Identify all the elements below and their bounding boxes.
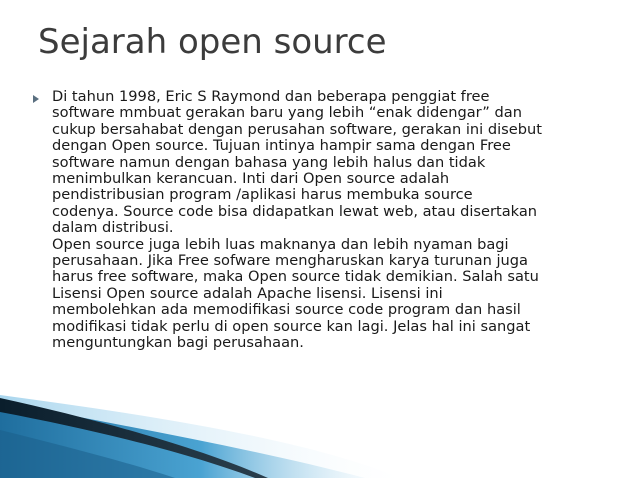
body-line: membolehkan ada memodifikasi source code program dan hasil bbox=[52, 301, 521, 319]
body-line: dalam distribusi. bbox=[52, 219, 174, 237]
body-line: cukup bersahabat dengan perusahan software, gerakan ini disebut bbox=[52, 120, 542, 138]
body-line: dengan Open source. Tujuan intinya hampir sama dengan Free bbox=[52, 137, 511, 155]
swoosh-shade bbox=[0, 430, 175, 478]
body-line: menguntungkan bagi perusahaan. bbox=[52, 334, 304, 352]
body-line: harus free software, maka Open source tidak demikian. Salah satu bbox=[52, 268, 539, 286]
body-line: menimbulkan kerancuan. Inti dari Open source adalah bbox=[52, 170, 450, 188]
body-line: software namun dengan bahasa yang lebih halus dan tidak bbox=[52, 153, 486, 171]
swoosh-dark bbox=[0, 398, 268, 478]
slide-body bbox=[52, 89, 610, 352]
body-line: Di tahun 1998, Eric S Raymond dan beberapa penggiat free bbox=[52, 88, 490, 105]
body-line: perusahaan. Jika Free sofware mengharuskan karya turunan juga bbox=[52, 252, 528, 270]
swoosh-light bbox=[0, 395, 400, 478]
body-line: software mmbuat gerakan baru yang lebih “enak didengar” dan bbox=[52, 104, 522, 122]
slide-title: Sejarah open source bbox=[38, 22, 387, 62]
body-line: modifikasi tidak perlu di open source kan lagi. Jelas hal ini sangat bbox=[52, 317, 531, 335]
body-line: pendistribusian program /aplikasi harus membuka source bbox=[52, 186, 473, 204]
body-line: codenya. Source code bisa didapatkan lewat web, atau disertakan bbox=[52, 202, 538, 220]
swoosh-blue bbox=[0, 402, 365, 478]
body-line: Open source juga lebih luas maknanya dan lebih nyaman bagi bbox=[52, 235, 509, 253]
body-line: Lisensi Open source adalah Apache lisensi. Lisensi ini bbox=[52, 284, 443, 302]
bullet-arrow-icon bbox=[33, 95, 39, 103]
